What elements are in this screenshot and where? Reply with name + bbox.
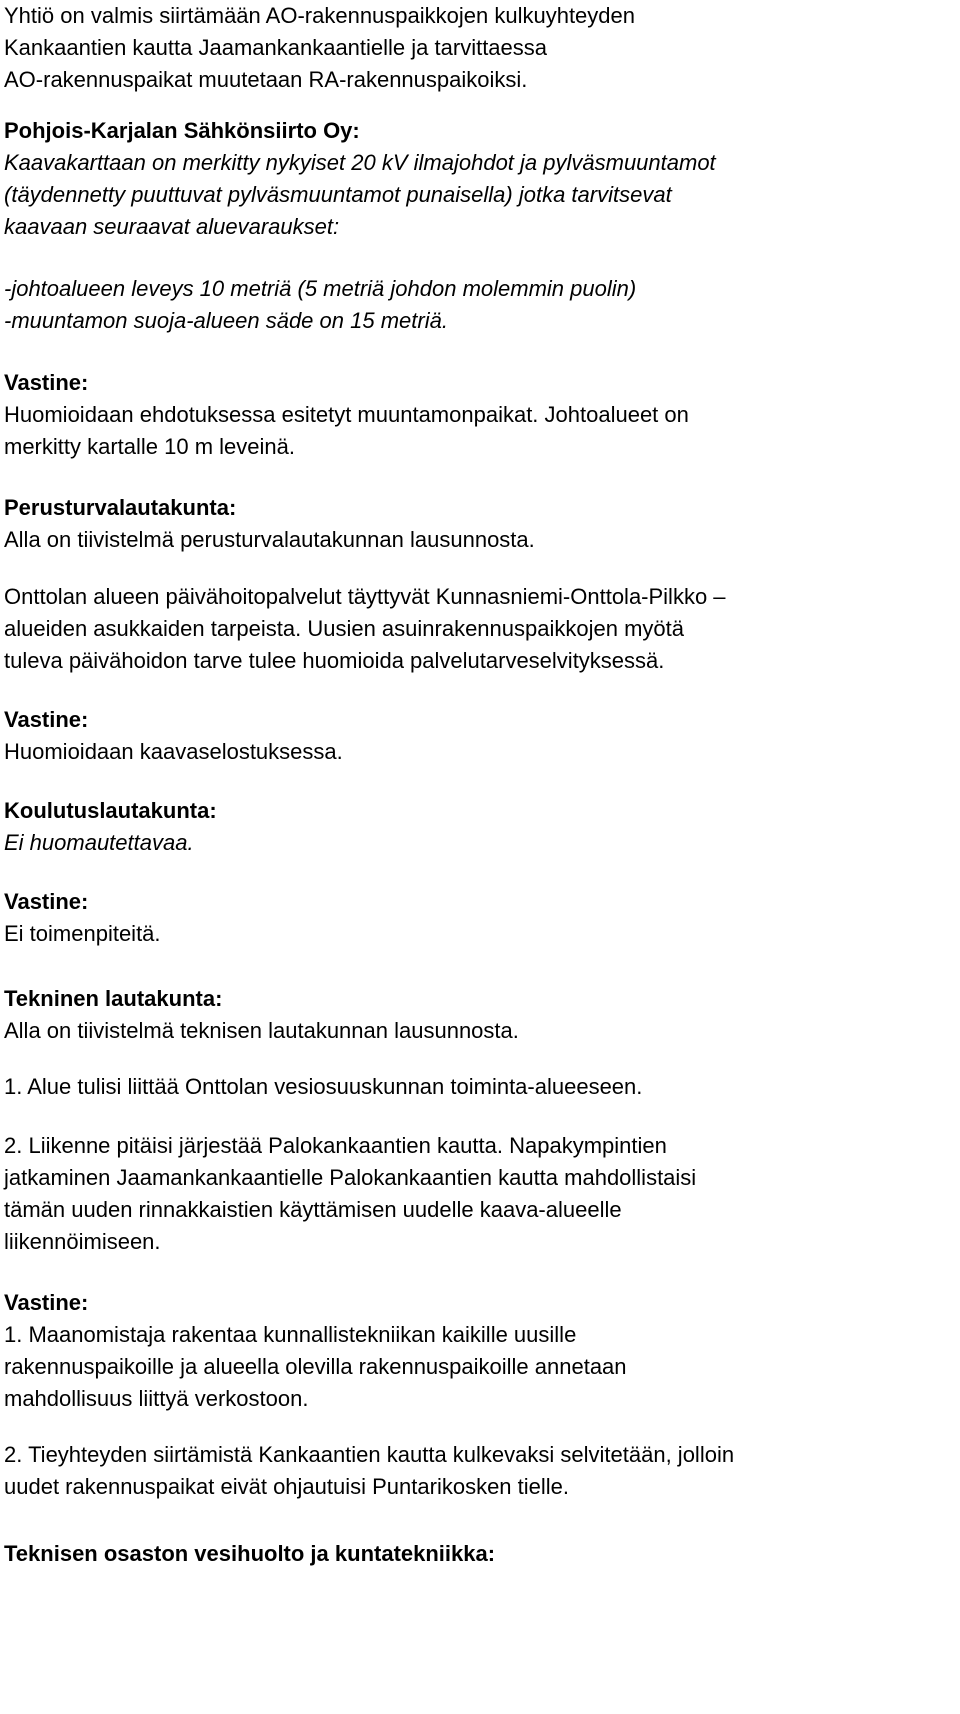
section-vastine-1: [4, 367, 956, 463]
text-line: 2. Liikenne pitäisi järjestää Palokankaantien kautta. Napakympintien: [4, 1133, 667, 1158]
section-vastine-3: [4, 886, 956, 950]
section-heading: Tekninen lautakunta:: [4, 986, 223, 1011]
text-line: alueiden asukkaiden tarpeista. Uusien asuinrakennuspaikkojen myötä: [4, 616, 684, 641]
paragraph-point-2: [4, 1130, 956, 1258]
text-line: rakennuspaikoille ja alueella olevilla rakennuspaikoille annetaan: [4, 1354, 627, 1379]
text-line: -johtoalueen leveys 10 metriä (5 metriä johdon molemmin puolin): [4, 276, 637, 301]
text-line: Kaavakarttaan on merkitty nykyiset 20 kV ilmajohdot ja pylväsmuuntamot: [4, 150, 716, 175]
text-line: tuleva päivähoidon tarve tulee huomioida palvelutarveselvityksessä.: [4, 648, 665, 673]
section-pks: [4, 115, 956, 243]
text-line: AO-rakennuspaikat muutetaan RA-rakennuspaikoiksi.: [4, 67, 528, 92]
section-heading: Pohjois-Karjalan Sähkönsiirto Oy:: [4, 118, 360, 143]
text-line: 1. Alue tulisi liittää Onttolan vesiosuuskunnan toiminta-alueeseen.: [4, 1074, 643, 1099]
text-line: Huomioidaan ehdotuksessa esitetyt muuntamonpaikat. Johtoalueet on: [4, 402, 689, 427]
section-heading: Perusturvalautakunta:: [4, 495, 237, 520]
text-line: merkitty kartalle 10 m leveinä.: [4, 434, 295, 459]
text-line: Ei toimenpiteitä.: [4, 921, 161, 946]
section-heading: Teknisen osaston vesihuolto ja kuntatekniikka:: [4, 1541, 496, 1566]
paragraph-intro: [4, 0, 956, 96]
text-line: 1. Maanomistaja rakentaa kunnallistekniikan kaikille uusille: [4, 1322, 577, 1347]
text-line: mahdollisuus liittyä verkostoon.: [4, 1386, 309, 1411]
section-tekninen: [4, 983, 956, 1047]
text-line: uudet rakennuspaikat eivät ohjautuisi Puntarikosken tielle.: [4, 1474, 570, 1499]
text-line: Kankaantien kautta Jaamankankaantielle ja tarvittaessa: [4, 35, 548, 60]
text-line: tämän uuden rinnakkaistien käyttämisen uudelle kaava-alueelle: [4, 1197, 622, 1222]
section-heading: Vastine:: [4, 1290, 89, 1315]
paragraph-tieyhteys: [4, 1439, 956, 1503]
text-line: liikennöimiseen.: [4, 1229, 161, 1254]
section-perusturva: [4, 492, 956, 556]
text-line: Ei huomautettavaa.: [4, 830, 194, 855]
paragraph-paivahoito: [4, 581, 956, 677]
paragraph-point-1: [4, 1071, 956, 1103]
section-heading: Vastine:: [4, 889, 89, 914]
text-line: -muuntamon suoja-alueen säde on 15 metriä.: [4, 308, 448, 333]
section-heading: Vastine:: [4, 707, 89, 732]
text-line: Alla on tiivistelmä perusturvalautakunnan lausunnosta.: [4, 527, 535, 552]
text-line: (täydennetty puuttuvat pylväsmuuntamot punaisella) jotka tarvitsevat: [4, 182, 672, 207]
text-line: kaavaan seuraavat aluevaraukset:: [4, 214, 340, 239]
section-vastine-2: [4, 704, 956, 768]
text-line: jatkaminen Jaamankankaantielle Palokankaantien kautta mahdollistaisi: [4, 1165, 697, 1190]
text-line: Alla on tiivistelmä teknisen lautakunnan lausunnosta.: [4, 1018, 519, 1043]
section-koulutus: [4, 795, 956, 859]
text-line: Onttolan alueen päivähoitopalvelut täyttyvät Kunnasniemi-Onttola-Pilkko –: [4, 584, 726, 609]
text-line: Yhtiö on valmis siirtämään AO-rakennuspaikkojen kulkuyhteyden: [4, 3, 635, 28]
text-line: Huomioidaan kaavaselostuksessa.: [4, 739, 343, 764]
section-heading: Vastine:: [4, 370, 89, 395]
paragraph-requirements: [4, 273, 956, 337]
text-line: 2. Tieyhteyden siirtämistä Kankaantien kautta kulkevaksi selvitetään, jolloin: [4, 1442, 735, 1467]
section-vastine-4: [4, 1287, 956, 1415]
section-vesihuolto: [4, 1538, 956, 1570]
section-heading: Koulutuslautakunta:: [4, 798, 217, 823]
